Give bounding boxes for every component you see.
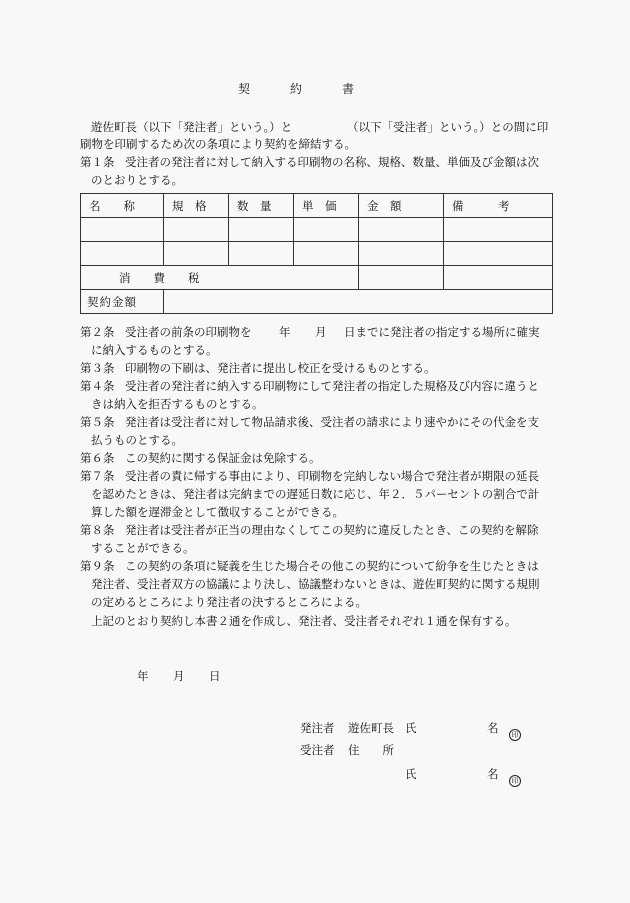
total-label: 契約金額 [81,290,164,314]
article-8-line2: することができる。 [91,541,195,555]
article-2-month: 月 [315,325,327,339]
date-year: 年 [137,669,149,683]
article-9-label: 第９条 [80,559,115,573]
article-2-line1a: 受注者の前条の印刷物を [125,325,252,339]
document-title: 契 約 書 [238,82,356,96]
article-1-line1: 受注者の発注者に対して納入する印刷物の名称、規格、数量、単価及び金額は次 [125,155,539,169]
article-8-line1: 発注者は受注者が正当の理由なくしてこの契約に違反したとき、この契約を解除 [125,523,539,537]
article-2-line1b: 日までに発注者の指定する場所に確実 [344,325,540,339]
contractor-mei: 名 [487,767,499,781]
article-3-line1: 印刷物の下刷は、発注者に提出し校正を受けるものとする。 [125,361,436,375]
header-quantity: 数 量 [229,194,294,218]
article-6-label: 第６条 [80,451,115,465]
article-1-label: 第１条 [80,155,115,169]
table-row [81,218,553,242]
orderer-name: 遊佐町長 [348,721,394,735]
article-6-line1: この契約に関する保証金は免除する。 [125,451,321,465]
intro-line2: 刷物を印刷するため次の条項により契約を締結する。 [80,137,356,151]
intro-line1b: （以下「受注者」という。）との間に印 [347,120,549,134]
tax-label: 消 費 税 [81,266,359,290]
header-amount: 金 額 [359,194,444,218]
orderer-label: 発注者 [300,721,335,735]
article-9-line2: 発注者、受注者双方の協議により決し、協議整わないときは、遊佐町契約に関する規則 [91,577,540,591]
article-4-line2: きは納入を拒否するものとする。 [91,397,264,411]
article-7-line2: を認めたときは、発注者は完納までの遅延日数に応じ、年２．５パーセントの割合で計 [91,487,540,501]
article-5-line1: 発注者は受注者に対して物品請求後、受注者の請求により速やかにその代金を支 [125,415,539,429]
article-2-label: 第２条 [80,325,115,339]
orderer-seal-icon: 印 [509,722,521,741]
date-month: 月 [173,669,185,683]
intro-line1a: 遊佐町長（以下「発注者」という。）と [91,120,293,134]
article-4-line1: 受注者の発注者に納入する印刷物にして発注者の指定した規格及び内容に違うと [125,379,539,393]
header-name: 名 称 [81,194,164,218]
table-header-row [81,194,553,218]
orderer-mei: 名 [487,721,499,735]
article-9-line1: この契約の条項に疑義を生じた場合その他この契約について紛争を生じたときは [125,559,539,573]
article-5-line2: 払うものとする。 [91,433,183,447]
article-5-label: 第５条 [80,415,115,429]
date-day: 日 [209,669,221,683]
table-row [81,242,553,266]
article-8-label: 第８条 [80,523,115,537]
article-7-line3: 算した額を遅滞金として徴収することができる。 [91,505,344,519]
tax-row [81,266,553,290]
contractor-label: 受注者 [300,743,335,757]
total-row [81,290,553,314]
article-2-year: 年 [279,325,291,339]
article-9-line3: の定めるところにより発注者の決するところによる。 [91,595,367,609]
closing-statement: 上記のとおり契約し本書２通を作成し、発注者、受注者それぞれ１通を保有する。 [91,614,517,628]
article-4-label: 第４条 [80,379,115,393]
header-unit-price: 単 価 [294,194,359,218]
contractor-seal-icon: 印 [509,768,521,787]
header-remarks: 備 考 [444,194,553,218]
article-2-line2: に納入するものとする。 [91,343,218,357]
article-7-line1: 受注者の責に帰する事由により、印刷物を完納しない場合で発注者が期限の延長 [125,469,539,483]
article-7-label: 第７条 [80,469,115,483]
orderer-shi: 氏 [405,721,417,735]
article-1-line2: のとおりとする。 [91,173,183,187]
header-spec: 規 格 [164,194,229,218]
contractor-shi: 氏 [405,767,417,781]
article-3-label: 第３条 [80,361,115,375]
contractor-address-label: 住 所 [348,743,394,757]
item-table [80,193,553,314]
